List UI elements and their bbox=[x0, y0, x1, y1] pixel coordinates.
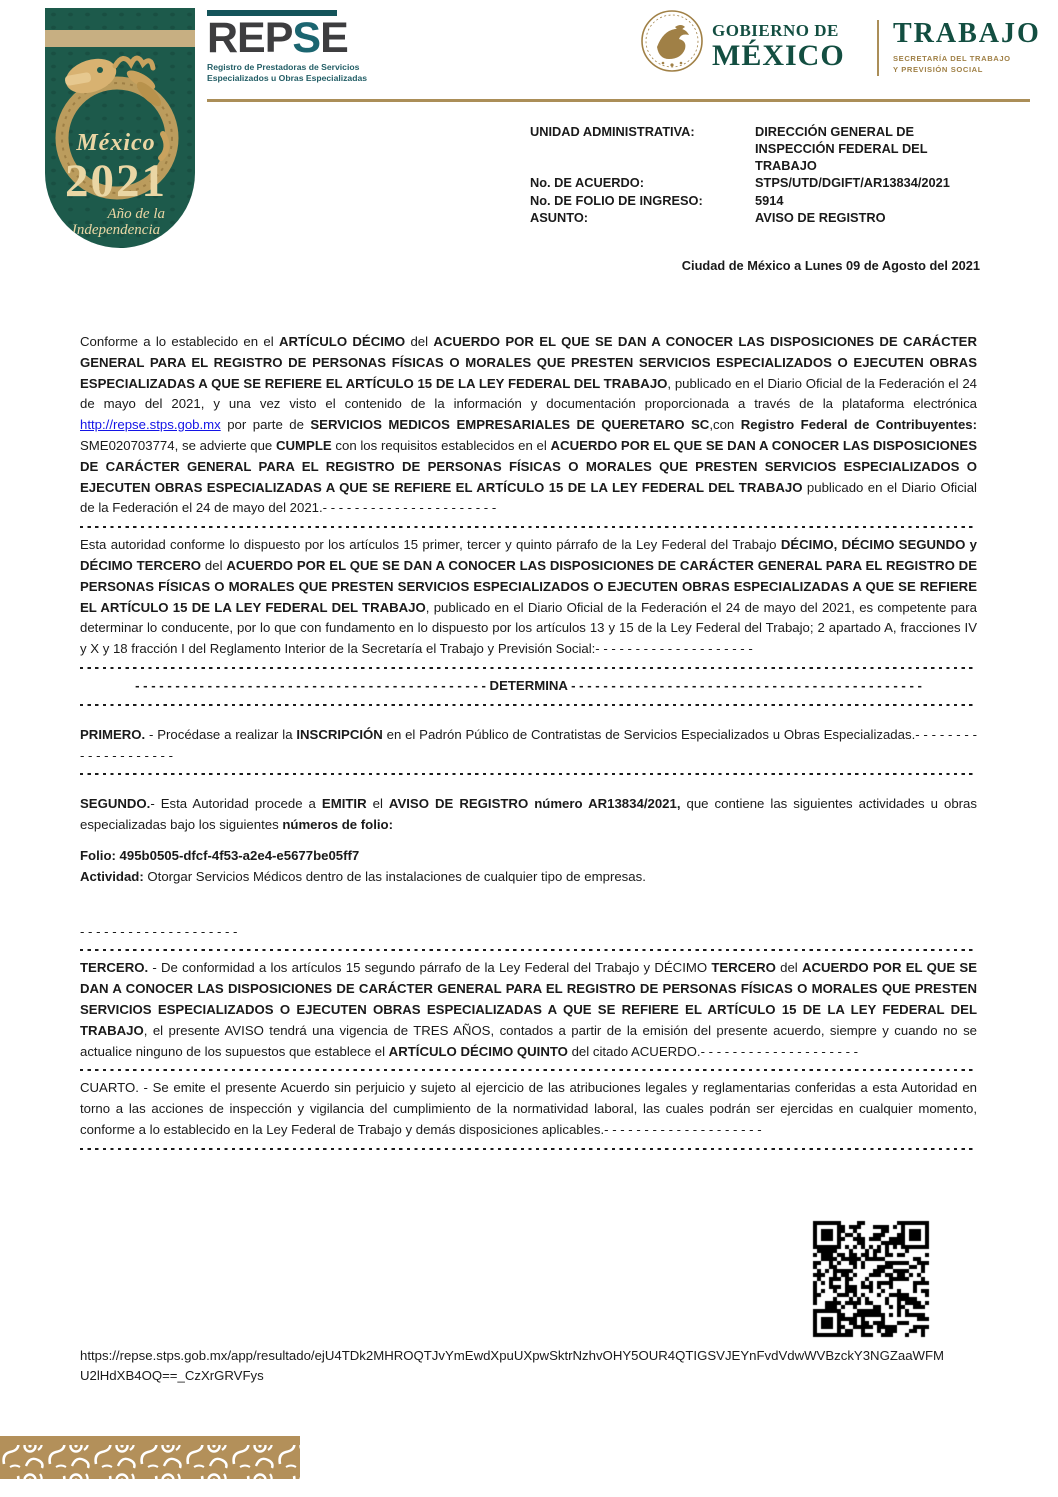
folio-line: Folio: 495b0505-dfcf-4f53-a2e4-e5677be05ff7 bbox=[80, 847, 360, 863]
repse-tagline bbox=[207, 62, 367, 83]
paragraph-conforme: Conforme a lo establecido en el ARTÍCULO DÉCIMO del ACUERDO POR EL QUE SE DAN A CONOCER LAS DISPOSICIONES DE CARÁCTER GENERAL PARA EL REGISTRO DE PERSONAS FÍSICAS O MORALES QUE PRESTEN SERVICIOS ESPECIALIZADOS O EJECUTEN OBRAS ESPECIALIZADAS A QUE SE REFIERE EL ARTÍCULO 15 DE LA LEY FEDERAL DEL TRABAJO, publicado en el Diario Oficial de la Federación el 24 de mayo del 2021, y una vez visto el contenido de la información y documentación proporcionada a través de la plataforma electrónica http://repse.stps.gob.mx por parte de SERVICIOS MEDICOS EMPRESARIALES DE QUERETARO SC,con Registro Federal de Contribuyentes: SME020703774, se advierte que CUMPLE con los requisitos establecidos en el ACUERDO POR EL QUE SE DAN A CONOCER LAS DISPOSICIONES DE CARÁCTER GENERAL PARA EL REGISTRO DE PERSONAS FÍSICAS O MORALES QUE PRESTEN SERVICIOS ESPECIALIZADOS O EJECUTEN OBRAS ESPECIALIZADAS A QUE SE REFIERE EL ARTÍCULO 15 DE LA LEY FEDERAL DEL TRABAJO publicado en el Diario Oficial de la Federación el 24 de mayo del 2021.- - - - - - - - - - - - - - - - - - - - - - bbox=[80, 334, 978, 516]
meta-label-acuerdo: No. DE ACUERDO: bbox=[530, 175, 644, 191]
dashed-separator bbox=[80, 704, 977, 706]
repse-wordmark bbox=[207, 16, 367, 61]
document-body bbox=[80, 332, 977, 1386]
spacer bbox=[80, 713, 977, 725]
meta-value-folio-ingreso: 5914 bbox=[755, 192, 784, 208]
aztec-pattern-band bbox=[0, 1436, 300, 1479]
gobierno-eagle-emblem bbox=[639, 7, 705, 75]
spacer bbox=[80, 782, 977, 794]
short-dash-line: - - - - - - - - - - - - - - - - - - - - bbox=[80, 923, 238, 939]
mexico-2021-badge bbox=[45, 8, 195, 248]
badge-subtitle-1: Año de la bbox=[107, 206, 165, 222]
paragraph-primero: PRIMERO. - Procédase a realizar la INSCRIPCIÓN en el Padrón Público de Contratistas de Servicios Especializados u Obras Especializadas.- - - - - - - - - - - - - - - - - - - - bbox=[80, 726, 978, 763]
dateline: Ciudad de México a Lunes 09 de Agosto del 2021 bbox=[681, 258, 980, 273]
meta-label-asunto: ASUNTO: bbox=[530, 209, 589, 225]
trabajo-subtitle-line2: Y PREVISIÓN SOCIAL bbox=[893, 65, 983, 74]
paragraph-cuarto: CUARTO. - Se emite el presente Acuerdo sin perjuicio y sujeto al ejercicio de las atribuciones legales y reglamentarias conferidas a esta Autoridad en torno a las acciones de inspección y vigilancia del cumplimiento de la normatividad laboral, las cuales podrán ser ejercidas en cualquier momento, conforme a lo establecido en la Ley Federal de Trabajo y demás disposiciones aplicables.- - - - - - - - - - - - - - - - - - - - bbox=[80, 1080, 977, 1137]
trabajo-logo bbox=[893, 20, 1041, 75]
meta-label-unidad: UNIDAD ADMINISTRATIVA: bbox=[530, 124, 695, 139]
qr-code bbox=[812, 1220, 930, 1338]
dashed-separator bbox=[80, 526, 977, 528]
repse-letter-e: E bbox=[320, 14, 348, 62]
dashed-separator bbox=[80, 1148, 977, 1150]
admin-meta-block bbox=[530, 123, 980, 226]
paragraph-segundo: SEGUNDO.- Esta Autoridad procede a EMITIR el AVISO DE REGISTRO número AR13834/2021, que contiene las siguientes actividades u obras especializadas bajo los siguientes números de folio: bbox=[80, 796, 977, 833]
paragraph-tercero: TERCERO. - De conformidad a los artículos 15 segundo párrafo de la Ley Federal del Trabajo y DÉCIMO TERCERO del ACUERDO POR EL QUE SE DAN A CONOCER LAS DISPOSICIONES DE CARÁCTER GENERAL PARA EL REGISTRO DE PERSONAS FÍSICAS O MORALES QUE PRESTEN SERVICIOS ESPECIALIZADOS O EJECUTEN OBRAS ESPECIALIZADAS A QUE SE REFIERE EL ARTÍCULO 15 DE LA LEY FEDERAL DEL TRABAJO, el presente AVISO tendrá una vigencia de TRES AÑOS, contados a partir de la emisión del presente acuerdo, siempre y cuando no se actualice ninguno de los supuestos que establece el ARTÍCULO DÉCIMO QUINTO del citado ACUERDO.- - - - - - - - - - - - - - - - - - - - bbox=[80, 960, 977, 1059]
dashed-separator bbox=[80, 773, 977, 775]
gobierno-line1: GOBIERNO DE bbox=[712, 21, 839, 40]
paragraph-blocks bbox=[80, 332, 977, 1150]
repse-letter-s: S bbox=[292, 14, 321, 62]
spacer bbox=[80, 836, 977, 846]
repse-tagline-line1: Registro de Prestadoras de Servicios bbox=[207, 62, 360, 73]
repse-letters-rep: REP bbox=[207, 14, 293, 62]
dashed-separator bbox=[80, 949, 977, 951]
meta-label-folio-ingreso: No. DE FOLIO DE INGRESO: bbox=[530, 192, 703, 208]
verification-url: https://repse.stps.gob.mx/app/resultado/ejU4TDk2MHROQTJvYmEwdXpuUXpwSktrNzhvOHY5OUR4QTIGSVJEYnFvdVdwWVBzckY3NGZaaWFMU2lHdXB4OQ==_CzXrGRVFys bbox=[80, 1347, 945, 1383]
spacer bbox=[80, 888, 977, 922]
meta-value-acuerdo: STPS/UTD/DGIFT/AR13834/2021 bbox=[755, 175, 950, 191]
repse-platform-link[interactable]: http://repse.stps.gob.mx bbox=[80, 417, 221, 433]
gobierno-line2: MÉXICO bbox=[712, 39, 845, 72]
qr-code-canvas bbox=[812, 1220, 930, 1338]
gobierno-wordmark bbox=[712, 22, 845, 71]
paragraph-esta-autoridad: Esta autoridad conforme lo dispuesto por los artículos 15 primer, tercer y quinto párrafo de la Ley Federal del Trabajo DÉCIMO, DÉCIMO SEGUNDO y DÉCIMO TERCERO del ACUERDO POR EL QUE SE DAN A CONOCER LAS DISPOSICIONES DE CARÁCTER GENERAL PARA EL REGISTRO DE PERSONAS FÍSICAS O MORALES QUE PRESTEN SERVICIOS ESPECIALIZADOS O EJECUTEN OBRAS ESPECIALIZADAS A QUE SE REFIERE EL ARTÍCULO 15 DE LA LEY FEDERAL DEL TRABAJO, publicado en el Diario Oficial de la Federación el 24 de mayo del 2021, es competente para determinar lo conducente, por lo que con fundamento en lo dispuesto por los artículos 13 y 15 de la Ley Federal del Trabajo; 2 apartado A, fracciones IV y X y 18 fracción I del Reglamento Interior de la Secretaría el Trabajo y Previsión Social:- - - - - - - - - - - - - - - - - - - - bbox=[80, 537, 977, 657]
repse-logo bbox=[207, 10, 367, 84]
actividad-line: Actividad: Otorgar Servicios Médicos dentro de las instalaciones de cualquier tipo de empresas. bbox=[80, 868, 646, 884]
repse-tagline-line2: Especializados u Obras Especializadas bbox=[207, 72, 368, 83]
trabajo-subtitle-line1: SECRETARÍA DEL TRABAJO bbox=[893, 54, 1011, 63]
trabajo-subtitle bbox=[893, 53, 1041, 75]
badge-subtitle-2: Independencia bbox=[71, 222, 161, 238]
determina-line: - - - - - - - - - - - - - - - - - - - - - - - - - - - - - - - - - - - - - - - - - - - - DETERMINA - - - - - - - - - - - - - - - - - - - - - - - - - - - - - - - - - - - - - - - - - - - - bbox=[135, 677, 922, 693]
header-vertical-divider bbox=[877, 20, 879, 76]
meta-value-unidad: DIRECCIÓN GENERAL DE INSPECCIÓN FEDERAL DEL TRABAJO bbox=[755, 124, 928, 174]
badge-title: México bbox=[76, 130, 156, 156]
trabajo-wordmark: TRABAJO bbox=[893, 18, 1041, 49]
dashed-separator bbox=[80, 1069, 977, 1071]
meta-value-asunto: AVISO DE REGISTRO bbox=[755, 209, 886, 225]
dashed-separator bbox=[80, 667, 977, 669]
header-gold-rule bbox=[207, 99, 1030, 102]
badge-year: 2021 bbox=[65, 155, 167, 207]
